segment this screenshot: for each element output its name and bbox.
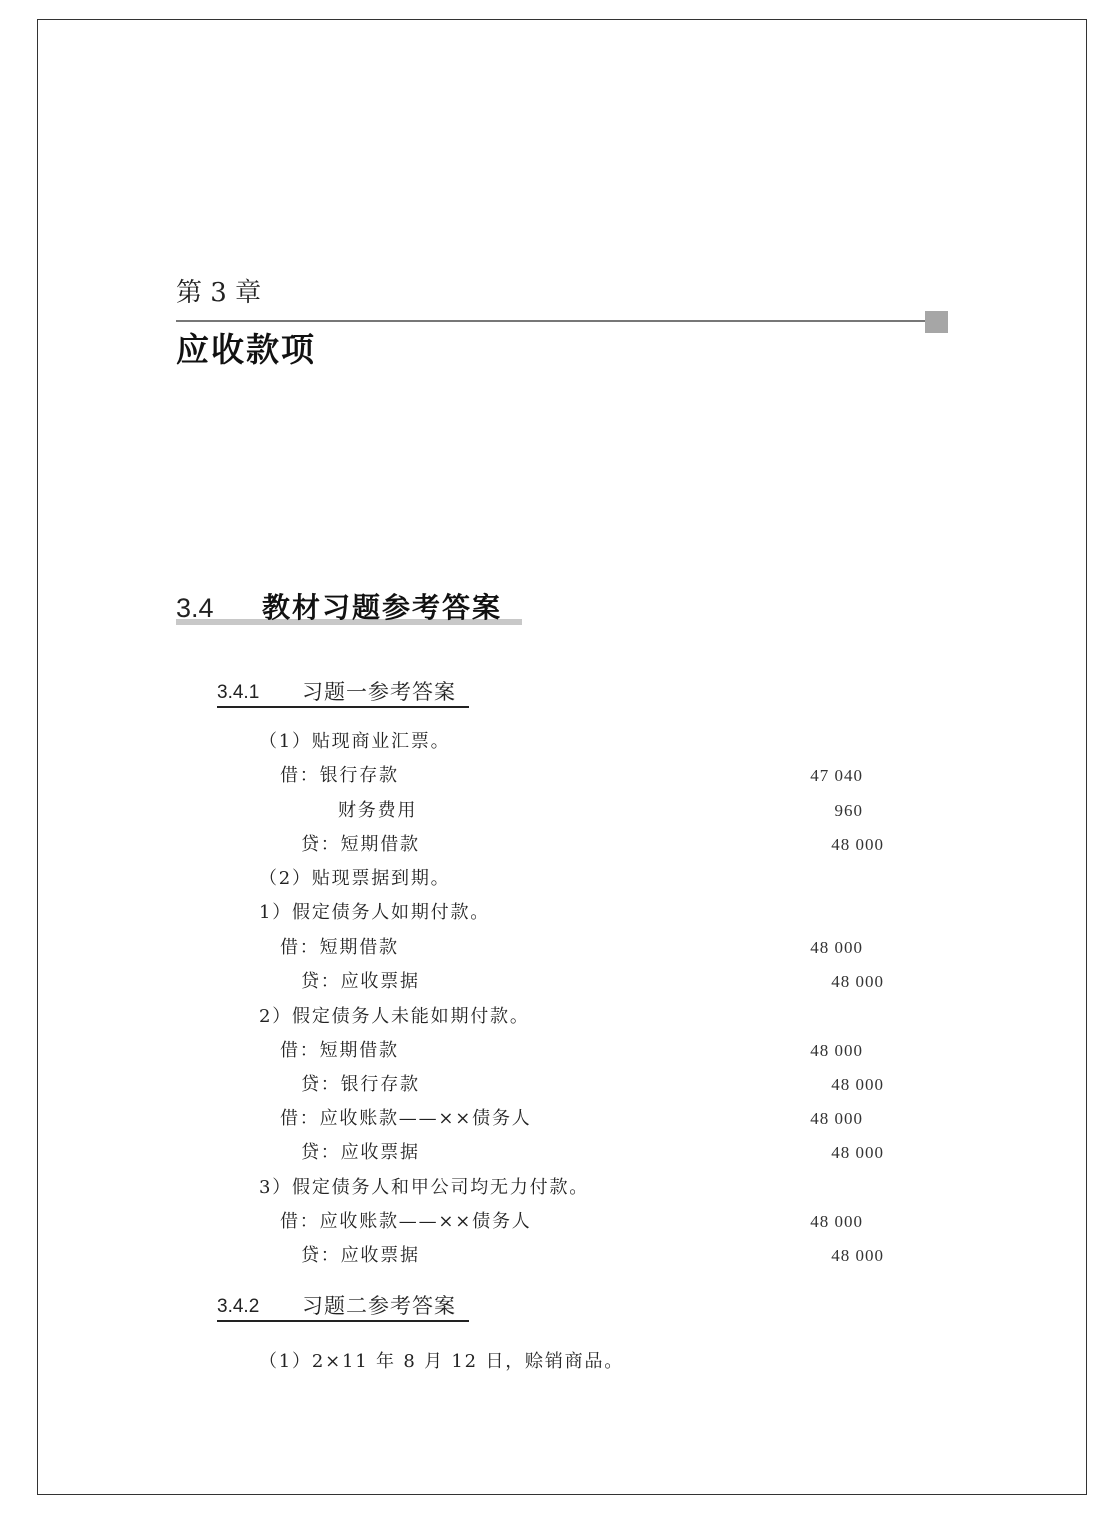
chapter-rule <box>176 320 925 322</box>
credit-amount: 48 000 <box>831 1075 884 1094</box>
debit-amount: 48 000 <box>810 1109 863 1128</box>
subsection-underline <box>217 1320 469 1322</box>
debit-amount: 48 000 <box>810 1212 863 1231</box>
section-number: 3.4 <box>176 593 214 623</box>
page-border <box>37 19 1087 1495</box>
credit-entry: 贷：应收票据 <box>301 971 420 992</box>
credit-amount: 48 000 <box>831 835 884 854</box>
credit-amount: 48 000 <box>831 1246 884 1265</box>
debit-amount: 47 040 <box>810 766 863 785</box>
section-title: 教材习题参考答案 <box>262 591 503 624</box>
chapter-title: 应收款项 <box>176 330 316 369</box>
entry-heading: （1）贴现商业汇票。 <box>259 731 451 752</box>
entry-heading: 3）假定债务人和甲公司均无力付款。 <box>259 1177 590 1198</box>
debit-entry: 财务费用 <box>338 800 418 821</box>
credit-entry: 贷：应收票据 <box>301 1142 420 1163</box>
credit-entry: 贷：应收票据 <box>301 1245 420 1266</box>
debit-entry: 借：银行存款 <box>280 765 399 786</box>
credit-amount: 48 000 <box>831 1143 884 1162</box>
entry-heading: 1）假定债务人如期付款。 <box>259 902 491 923</box>
subsection-title: 习题二参考答案 <box>302 1294 456 1318</box>
debit-entry: 借：应收账款——××债务人 <box>280 1211 532 1232</box>
entry-heading: （1）2×11 年 8 月 12 日，赊销商品。 <box>259 1351 625 1372</box>
subsection-title: 习题一参考答案 <box>302 680 456 704</box>
credit-amount: 48 000 <box>831 972 884 991</box>
entry-heading: 2）假定债务人未能如期付款。 <box>259 1006 530 1027</box>
debit-amount: 48 000 <box>810 1041 863 1060</box>
chapter-marker-square <box>925 311 948 333</box>
subsection-number: 3.4.1 <box>217 682 260 703</box>
credit-entry: 贷：银行存款 <box>301 1074 420 1095</box>
debit-amount: 960 <box>834 801 863 820</box>
debit-entry: 借：短期借款 <box>280 937 399 958</box>
subsection-underline <box>217 706 469 708</box>
debit-entry: 借：应收账款——××债务人 <box>280 1108 532 1129</box>
credit-entry: 贷：短期借款 <box>301 834 420 855</box>
chapter-label: 第 3 章 <box>176 278 262 308</box>
subsection-number: 3.4.2 <box>217 1296 260 1317</box>
debit-amount: 48 000 <box>810 938 863 957</box>
debit-entry: 借：短期借款 <box>280 1040 399 1061</box>
entry-heading: （2）贴现票据到期。 <box>259 868 451 889</box>
